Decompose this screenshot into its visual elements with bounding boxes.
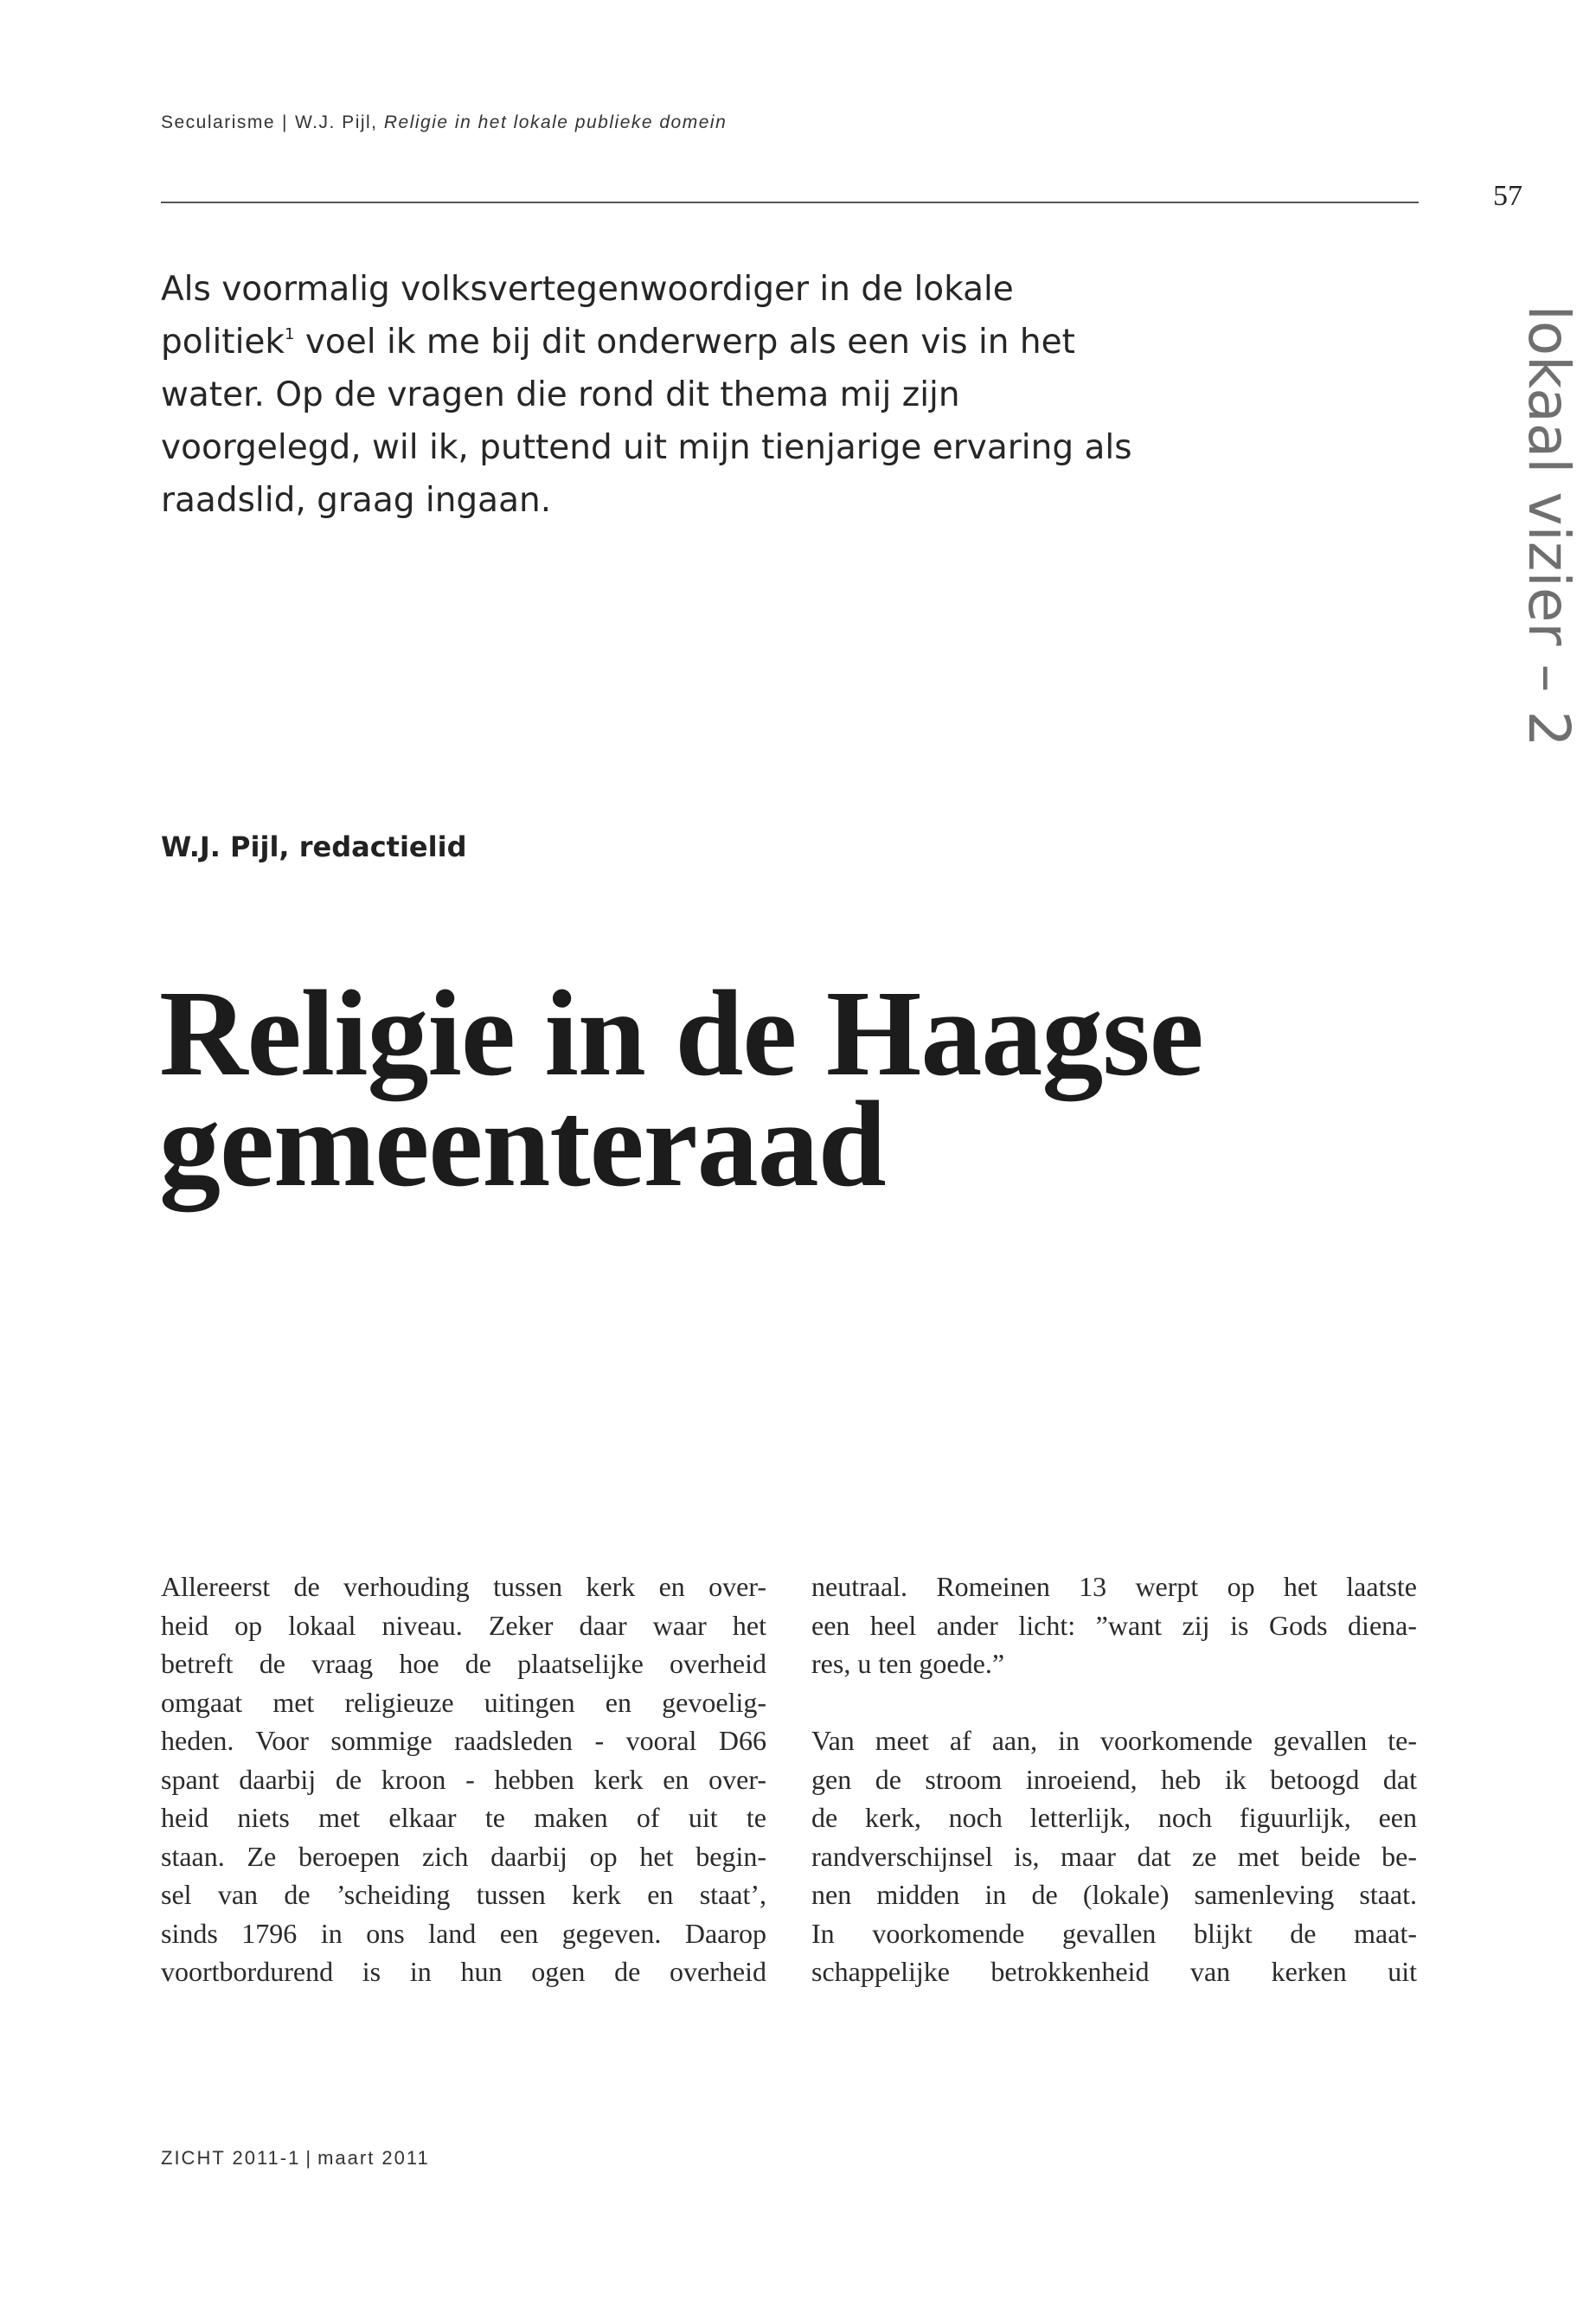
footer-journal: ZICHT 2011-1 [161, 2147, 301, 2169]
text-line: res, u ten goede.” [811, 1648, 1005, 1679]
text-line: voortbordurend is in hun ogen de overheid [161, 1956, 766, 1987]
text-line: een heel ander licht: ”want zij is Gods diena- [811, 1609, 1417, 1641]
text-line: spant daarbij de kroon - hebben kerk en over- [161, 1763, 766, 1795]
intro-text-part1: Als voormalig volksvertegenwoordiger in de lokale politiek [161, 270, 1014, 362]
footnote-ref[interactable]: 1 [285, 325, 295, 343]
text-line: nen midden in de (lokale) samenleving staat. [811, 1879, 1417, 1910]
text-line: Van meet af aan, in voorkomende gevallen te- [811, 1725, 1417, 1756]
text-line: staan. Ze beroepen zich daarbij op het begin- [161, 1840, 766, 1872]
footer-separator: | [305, 2147, 313, 2169]
side-label: lokaal vizier – 2 [1516, 304, 1582, 747]
body-column-left [161, 1567, 766, 1991]
text-line: Allereerst de verhouding tussen kerk en over- [161, 1571, 766, 1602]
text-line: schappelijke betrokkenheid van kerken uit [811, 1956, 1417, 1987]
title-line-1: Religie in de Haagse [159, 965, 1203, 1101]
text-line: In voorkomende gevallen blijkt de maat- [811, 1917, 1417, 1949]
footer-date: maart 2011 [317, 2147, 430, 2169]
text-line: heid op lokaal niveau. Zeker daar waar het [161, 1609, 766, 1641]
text-line: heden. Voor sommige raadsleden - vooral D66 [161, 1725, 766, 1756]
byline: W.J. Pijl, redactielid [161, 830, 467, 863]
running-header [161, 112, 727, 133]
intro-text-part2: voel ik me bij dit onderwerp als een vis in het water. Op de vragen die rond dit thema mij zijn voorgelegd, wil ik, puttend uit mijn tienjarige ervaring als raadslid, graag ingaan. [161, 323, 1132, 520]
header-article-title: Religie in het lokale publieke domein [383, 112, 727, 132]
text-line: betreft de vraag hoe de plaatselijke overheid [161, 1648, 766, 1679]
text-line: sel van de ’scheiding tussen kerk en staat’, [161, 1879, 766, 1910]
text-line: randverschijnsel is, maar dat ze met beide be- [811, 1840, 1417, 1872]
paragraph-gap [811, 1683, 1417, 1722]
header-rule [161, 202, 1419, 203]
header-separator: | [282, 112, 289, 132]
page-number: 57 [1493, 180, 1522, 212]
header-section: Secularisme [161, 112, 276, 132]
text-line: neutraal. Romeinen 13 werpt op het laatste [811, 1571, 1417, 1602]
article-title [159, 965, 1413, 1212]
text-line: omgaat met religieuze uitingen en gevoelig- [161, 1686, 766, 1718]
text-line: sinds 1796 in ons land een gegeven. Daarop [161, 1917, 766, 1949]
text-line: heid niets met elkaar te maken of uit te [161, 1802, 766, 1833]
header-author: W.J. Pijl, [295, 112, 378, 132]
text-line: de kerk, noch letterlijk, noch figuurlijk, een [811, 1802, 1417, 1833]
page-footer [161, 2147, 430, 2170]
title-line-2: gemeenteraad [159, 1075, 886, 1212]
text-line: gen de stroom inroeiend, heb ik betoogd dat [811, 1763, 1417, 1795]
body-column-right [811, 1567, 1417, 1991]
intro-paragraph [161, 263, 1156, 527]
